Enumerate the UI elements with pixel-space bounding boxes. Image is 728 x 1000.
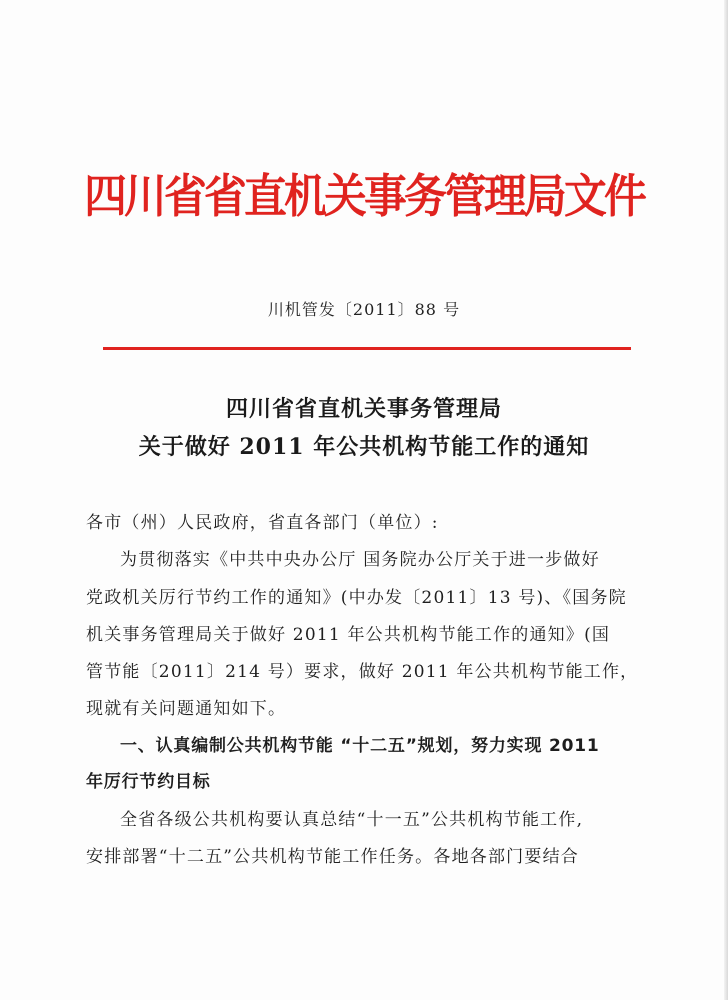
- document-header-title: 四川省省直机关事务管理局文件: [84, 169, 644, 223]
- intro-line: 为贯彻落实《中共中央办公厅 国务院办公厅关于进一步做好: [120, 550, 600, 570]
- section-1-body-line: 全省各级公共机构要认真总结“十一五”公共机构节能工作,: [120, 810, 584, 830]
- addressee: 各市（州）人民政府，省直各部门（单位）:: [86, 513, 439, 533]
- intro-line: 管节能〔2011〕214 号）要求，做好 2011 年公共机构节能工作，: [86, 662, 639, 682]
- section-1-heading: 一、认真编制公共机构节能 “十二五”规划，努力实现 2011: [120, 736, 600, 756]
- page-edge: [724, 0, 728, 1000]
- red-separator-line: [103, 347, 631, 350]
- intro-line: 机关事务管理局关于做好 2011 年公共机构节能工作的通知》(国: [86, 625, 611, 645]
- subject-line-1: 四川省省直机关事务管理局: [225, 396, 502, 422]
- intro-line: 党政机关厉行节约工作的通知》(中办发〔2011〕13 号)、《国务院: [86, 588, 627, 608]
- subject-line-2: 关于做好 2011 年公共机构节能工作的通知: [138, 434, 590, 460]
- intro-line: 现就有关问题通知如下。: [86, 699, 287, 719]
- section-1-body-line: 安排部署“十二五”公共机构节能工作任务。各地各部门要结合: [86, 847, 579, 867]
- document-number: 川机管发〔2011〕88 号: [267, 300, 461, 319]
- section-1-heading: 年厉行节约目标: [86, 772, 211, 792]
